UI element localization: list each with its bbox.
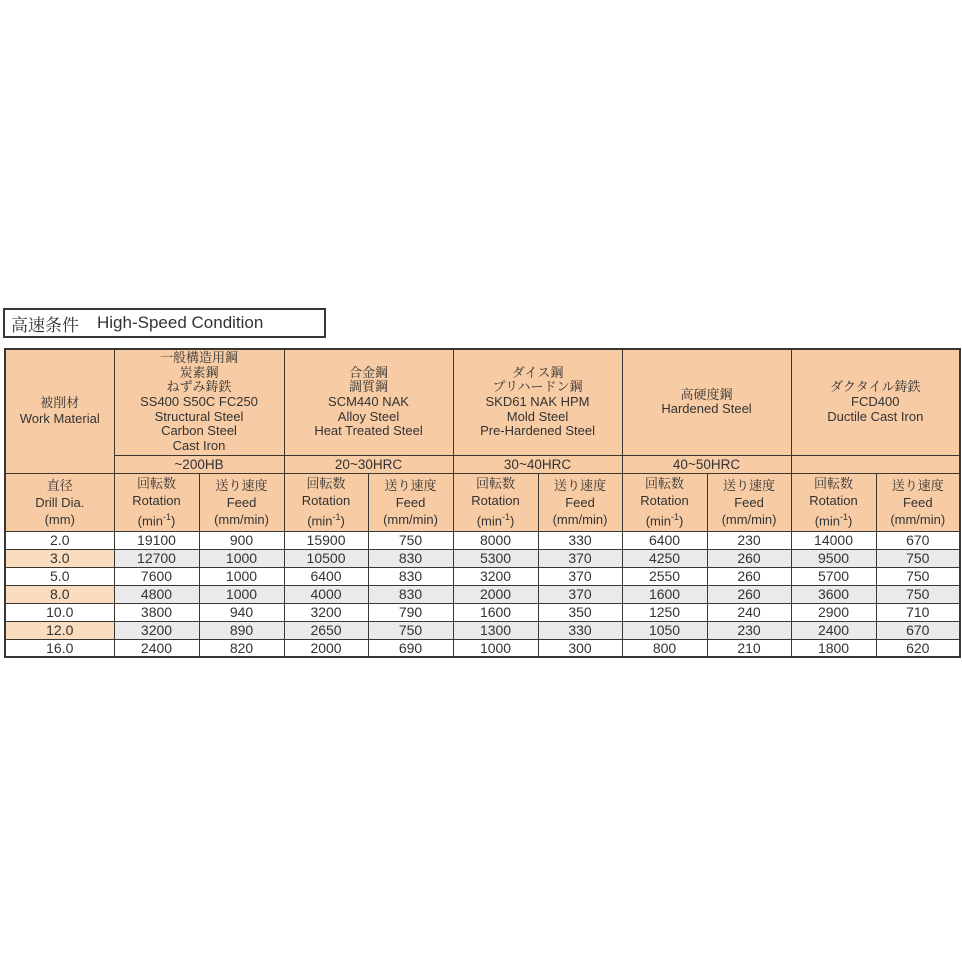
drill-dia-cell: 12.0 <box>5 621 114 639</box>
drill-dia-cell: 8.0 <box>5 585 114 603</box>
feed-value-cell: 240 <box>707 603 791 621</box>
rotation-value-cell: 1000 <box>453 639 538 657</box>
material-line: FCD400 <box>851 393 900 409</box>
feed-value-cell: 350 <box>538 603 622 621</box>
material-line: SCM440 NAK <box>328 393 409 409</box>
material-line: Heat Treated Steel <box>314 423 423 439</box>
feed-label-jp: 送り速度 <box>384 477 437 493</box>
rotation-value-cell: 2650 <box>284 621 368 639</box>
drill-dia-header-cell <box>5 473 114 531</box>
table-row <box>5 621 960 639</box>
rotation-value-cell: 3200 <box>284 603 368 621</box>
feed-value-cell: 300 <box>538 639 622 657</box>
rotation-value-cell: 9500 <box>791 549 876 567</box>
page-title <box>3 308 326 338</box>
material-line: 一般構造用鋼 <box>160 350 239 366</box>
material-line: Hardened Steel <box>661 401 752 417</box>
table-row <box>5 567 960 585</box>
rotation-label-jp: 回転数 <box>306 475 346 491</box>
page-title-jp: 高速条件 <box>11 315 79 335</box>
feed-value-cell: 260 <box>707 585 791 603</box>
feed-label-jp: 送り速度 <box>723 477 776 493</box>
drill-dia-cell: 16.0 <box>5 639 114 657</box>
rotation-value-cell: 1800 <box>791 639 876 657</box>
feed-header-cell <box>707 473 791 531</box>
rotation-label-en: Rotation <box>471 492 520 508</box>
rotation-value-cell: 4250 <box>622 549 707 567</box>
rotation-value-cell: 2400 <box>791 621 876 639</box>
rotation-value-cell: 6400 <box>622 531 707 549</box>
feed-value-cell: 750 <box>368 621 453 639</box>
feed-label-jp: 送り速度 <box>215 477 268 493</box>
hardness-cell: ~200HB <box>114 455 284 473</box>
rotation-value-cell: 19100 <box>114 531 199 549</box>
rotation-label-jp: 回転数 <box>476 475 516 491</box>
feed-label-en: Feed <box>565 494 595 510</box>
rotation-value-cell: 6400 <box>284 567 368 585</box>
feed-header-cell <box>368 473 453 531</box>
feed-value-cell: 710 <box>876 603 960 621</box>
table-row <box>5 531 960 549</box>
rotation-header-cell <box>284 473 368 531</box>
material-line: ダイス鋼 <box>511 364 564 380</box>
rotation-label-en: Rotation <box>132 492 181 508</box>
feed-unit: (mm/min) <box>214 511 269 527</box>
table-row <box>5 585 960 603</box>
rotation-value-cell: 800 <box>622 639 707 657</box>
feed-value-cell: 230 <box>707 621 791 639</box>
rotation-value-cell: 1600 <box>453 603 538 621</box>
hardness-cell: 30~40HRC <box>453 455 622 473</box>
rotation-value-cell: 3200 <box>114 621 199 639</box>
material-line: Cast Iron <box>172 437 226 453</box>
table-row <box>5 549 960 567</box>
material-group-cell-ductile <box>791 349 960 455</box>
feed-value-cell: 750 <box>876 585 960 603</box>
feed-unit: (mm/min) <box>890 511 946 527</box>
rotation-value-cell: 2400 <box>114 639 199 657</box>
material-group-cell-hardened <box>622 349 791 455</box>
work-material-header-cell <box>5 349 114 473</box>
feed-value-cell: 830 <box>368 567 453 585</box>
rotation-value-cell: 3200 <box>453 567 538 585</box>
feed-value-cell: 690 <box>368 639 453 657</box>
rotation-unit: $(\min^{-1})$ <box>476 511 515 529</box>
rotation-value-cell: 2550 <box>622 567 707 585</box>
table-row <box>5 603 960 621</box>
material-line: Alloy Steel <box>337 408 400 424</box>
feed-value-cell: 210 <box>707 639 791 657</box>
material-line: ダクタイル鋳鉄 <box>830 379 921 395</box>
work-material-label-jp: 被削材 <box>40 395 80 411</box>
feed-header-cell <box>199 473 284 531</box>
page-title-en: High-Speed Condition <box>97 313 264 332</box>
rotation-value-cell: 2900 <box>791 603 876 621</box>
feed-value-cell: 260 <box>707 549 791 567</box>
feed-value-cell: 370 <box>538 549 622 567</box>
rotation-value-cell: 7600 <box>114 567 199 585</box>
dia-unit: (mm) <box>44 511 75 527</box>
feed-value-cell: 370 <box>538 567 622 585</box>
rotation-header-cell <box>791 473 876 531</box>
feed-value-cell: 1000 <box>199 567 284 585</box>
dia-label-jp: 直径 <box>46 477 73 493</box>
feed-value-cell: 670 <box>876 621 960 639</box>
feed-value-cell: 790 <box>368 603 453 621</box>
drill-dia-cell: 3.0 <box>5 549 114 567</box>
drill-dia-cell: 2.0 <box>5 531 114 549</box>
rotation-value-cell: 5300 <box>453 549 538 567</box>
feed-value-cell: 890 <box>199 621 284 639</box>
feed-label-en: Feed <box>226 494 257 510</box>
rotation-unit: $(\min^{-1})$ <box>307 511 345 529</box>
rotation-value-cell: 2000 <box>284 639 368 657</box>
rotation-label-jp: 回転数 <box>136 475 176 491</box>
subheader-row <box>5 473 960 531</box>
feed-header-cell <box>876 473 960 531</box>
feed-label-en: Feed <box>902 494 933 510</box>
rotation-label-en: Rotation <box>301 492 351 508</box>
rotation-value-cell: 14000 <box>791 531 876 549</box>
rotation-value-cell: 4000 <box>284 585 368 603</box>
feed-value-cell: 1000 <box>199 549 284 567</box>
table-row <box>5 639 960 657</box>
rotation-value-cell: 1250 <box>622 603 707 621</box>
material-line: ねずみ鋳鉄 <box>166 379 232 395</box>
feed-value-cell: 830 <box>368 549 453 567</box>
material-line: Structural Steel <box>154 408 244 424</box>
material-line: Ductile Cast Iron <box>827 408 924 424</box>
feed-label-en: Feed <box>395 494 426 510</box>
dia-label-en: Drill Dia. <box>35 494 85 510</box>
rotation-unit: $(\min^{-1})$ <box>645 511 684 529</box>
rotation-value-cell: 10500 <box>284 549 368 567</box>
material-line: 調質鋼 <box>349 379 389 395</box>
material-line: プリハードン鋼 <box>492 379 583 395</box>
hardness-cell <box>791 455 960 473</box>
rotation-value-cell: 2000 <box>453 585 538 603</box>
feed-value-cell: 750 <box>876 567 960 585</box>
feed-value-cell: 750 <box>368 531 453 549</box>
material-line: Carbon Steel <box>161 423 237 439</box>
feed-header-cell <box>538 473 622 531</box>
rotation-value-cell: 4800 <box>114 585 199 603</box>
feed-label-en: Feed <box>734 494 764 510</box>
rotation-label-en: Rotation <box>809 492 858 508</box>
feed-value-cell: 820 <box>199 639 284 657</box>
hardness-cell: 20~30HRC <box>284 455 453 473</box>
feed-value-cell: 330 <box>538 531 622 549</box>
feed-value-cell: 670 <box>876 531 960 549</box>
material-line: SS400 S50C FC250 <box>140 393 258 409</box>
hardness-cell: 40~50HRC <box>622 455 791 473</box>
feed-value-cell: 750 <box>876 549 960 567</box>
feed-value-cell: 230 <box>707 531 791 549</box>
hardness-row <box>5 455 960 473</box>
rotation-value-cell: 1050 <box>622 621 707 639</box>
feed-label-jp: 送り速度 <box>891 477 944 493</box>
feed-value-cell: 620 <box>876 639 960 657</box>
material-line: 高硬度鋼 <box>680 386 733 402</box>
rotation-value-cell: 3800 <box>114 603 199 621</box>
feed-unit: (mm/min) <box>721 511 777 527</box>
feed-value-cell: 330 <box>538 621 622 639</box>
feed-unit: (mm/min) <box>552 511 608 527</box>
material-line: Mold Steel <box>506 408 569 424</box>
drill-dia-cell: 5.0 <box>5 567 114 585</box>
rotation-label-jp: 回転数 <box>645 475 685 491</box>
feed-unit: (mm/min) <box>383 511 438 527</box>
drill-dia-cell: 10.0 <box>5 603 114 621</box>
material-line: Pre-Hardened Steel <box>480 423 595 439</box>
feed-value-cell: 830 <box>368 585 453 603</box>
work-material-label-en: Work Material <box>19 411 100 427</box>
material-group-cell-alloy <box>284 349 453 455</box>
material-group-cell-mold <box>453 349 622 455</box>
rotation-unit: $(\min^{-1})$ <box>814 511 853 529</box>
rotation-value-cell: 5700 <box>791 567 876 585</box>
material-band-row <box>5 349 960 455</box>
feed-value-cell: 260 <box>707 567 791 585</box>
rotation-value-cell: 12700 <box>114 549 199 567</box>
rotation-label-jp: 回転数 <box>814 475 854 491</box>
feed-value-cell: 370 <box>538 585 622 603</box>
rotation-value-cell: 8000 <box>453 531 538 549</box>
rotation-unit: $(\min^{-1})$ <box>137 511 176 529</box>
feed-value-cell: 1000 <box>199 585 284 603</box>
material-group-cell-structural <box>114 349 284 455</box>
rotation-value-cell: 15900 <box>284 531 368 549</box>
rotation-value-cell: 1600 <box>622 585 707 603</box>
high-speed-condition-table <box>4 348 961 658</box>
feed-label-jp: 送り速度 <box>554 477 607 493</box>
rotation-header-cell <box>453 473 538 531</box>
material-line: 合金鋼 <box>349 364 389 380</box>
rotation-header-cell <box>622 473 707 531</box>
rotation-header-cell <box>114 473 199 531</box>
feed-value-cell: 940 <box>199 603 284 621</box>
feed-value-cell: 900 <box>199 531 284 549</box>
material-line: SKD61 NAK HPM <box>485 393 590 409</box>
material-line: 炭素鋼 <box>179 364 219 380</box>
rotation-value-cell: 1300 <box>453 621 538 639</box>
rotation-label-en: Rotation <box>640 492 689 508</box>
rotation-value-cell: 3600 <box>791 585 876 603</box>
